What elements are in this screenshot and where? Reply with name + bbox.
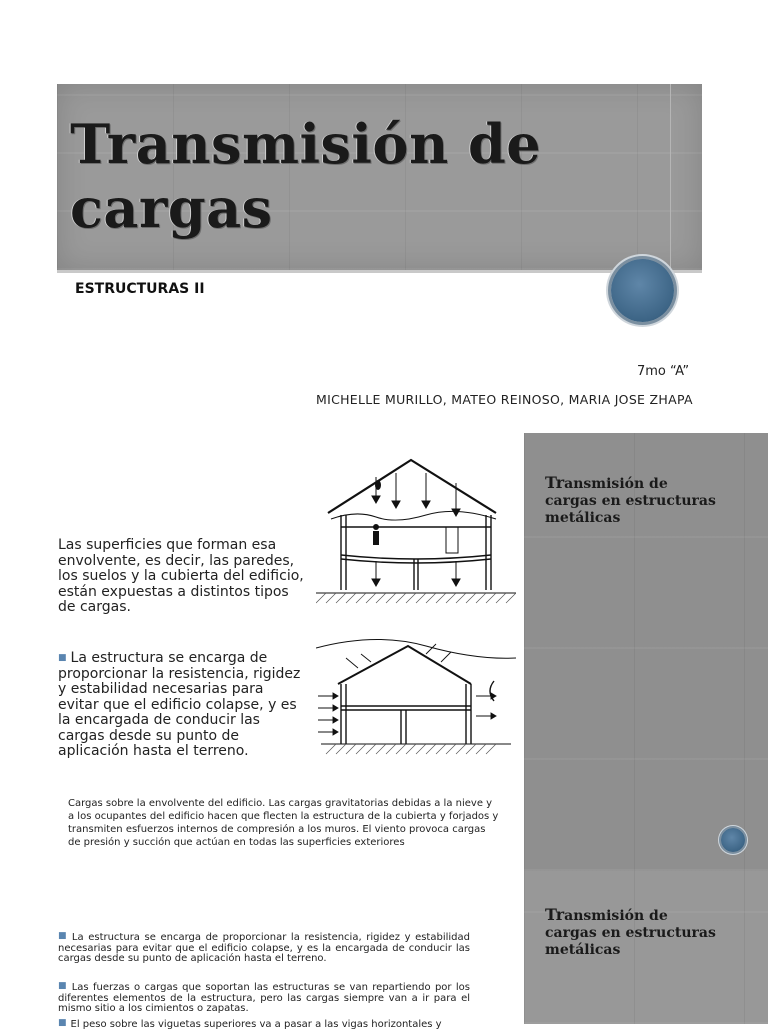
decorative-circle-small [721,828,745,852]
small-bullet-3-text: El peso sobre las viguetas superiores va a pasar a las vigas horizontales y [70,1019,442,1030]
small-bullet-2-text: Las fuerzas o cargas que soportan las estructuras se van repartiendo por los diferentes elementos de la estructura, pero las cargas siempre van a ir para el mismo sitio a los cimientos o zapatas. [58,982,470,1014]
bullet-square-icon: ■ [58,1018,67,1028]
main-bullet [58,651,303,760]
panel-heading-1 [545,474,760,527]
panel-heading-1-line2: cargas en estructuras [545,493,716,509]
small-bullet-3 [58,1018,470,1031]
main-bullet-text: La estructura se encarga de proporcionar la resistencia, rigidez y estabilidad necesarias para evitar que el edificio colapse, y es la encargada de conducir las cargas desde su punto de aplicación hasta el terreno. [58,650,301,759]
panel-heading-1-line3: metálicas [545,510,621,526]
bullet-square-icon: ■ [58,981,68,991]
slide-title-line-2: cargas [70,176,273,240]
bullet-square-icon: ■ [58,653,67,663]
panel-heading-2-line2: cargas en estructuras [545,925,716,941]
title-band-divider [670,84,671,270]
panel-heading-1-initial: Tr [545,473,565,492]
decorative-circle-large [611,259,674,322]
gravity-loads-figure [316,455,516,605]
panel-heading-2-initial: Tr [545,905,565,924]
bullet-square-icon: ■ [58,931,68,941]
small-bullet-1-text: La estructura se encarga de proporcionar la resistencia, rigidez y estabilidad necesarias para evitar que el edificio colapse, y es la encargada de conducir las cargas desde su punto de aplicación hasta el terreno. [58,932,470,964]
slide-title [70,112,630,240]
panel-heading-1-rest: ansmisión de [564,476,668,492]
authors-line: MICHELLE MURILLO, MATEO REINOSO, MARIA JOSE ZHAPA [316,392,693,407]
envelope-paragraph: Las superficies que forman esa envolvente, es decir, las paredes, los suelos y la cubierta del edificio, están expuestas a distintos tipos de cargas. [58,537,304,615]
slide-subtitle: ESTRUCTURAS II [75,281,205,297]
small-bullet-1 [58,931,470,965]
grade-label: 7mo “A” [637,364,690,379]
wind-loads-figure [316,636,516,766]
slide-title-line-1: Transmisión de [70,112,542,176]
panel-heading-2-rest: ansmisión de [564,908,668,924]
figure-caption: Cargas sobre la envolvente del edificio. Las cargas gravitatorias debidas a la nieve y a los ocupantes del edificio hacen que flecten la estructura de la cubierta y forjados y transmiten esfuerzos internos de compresión a los muros. El viento provoca cargas de presión y succión que actúan en todas las superficies exteriores [68,798,499,848]
small-bullet-2 [58,981,470,1015]
panel-heading-2-line3: metálicas [545,942,621,958]
panel-heading-2 [545,906,760,959]
title-band-bottom-rule [57,270,702,273]
